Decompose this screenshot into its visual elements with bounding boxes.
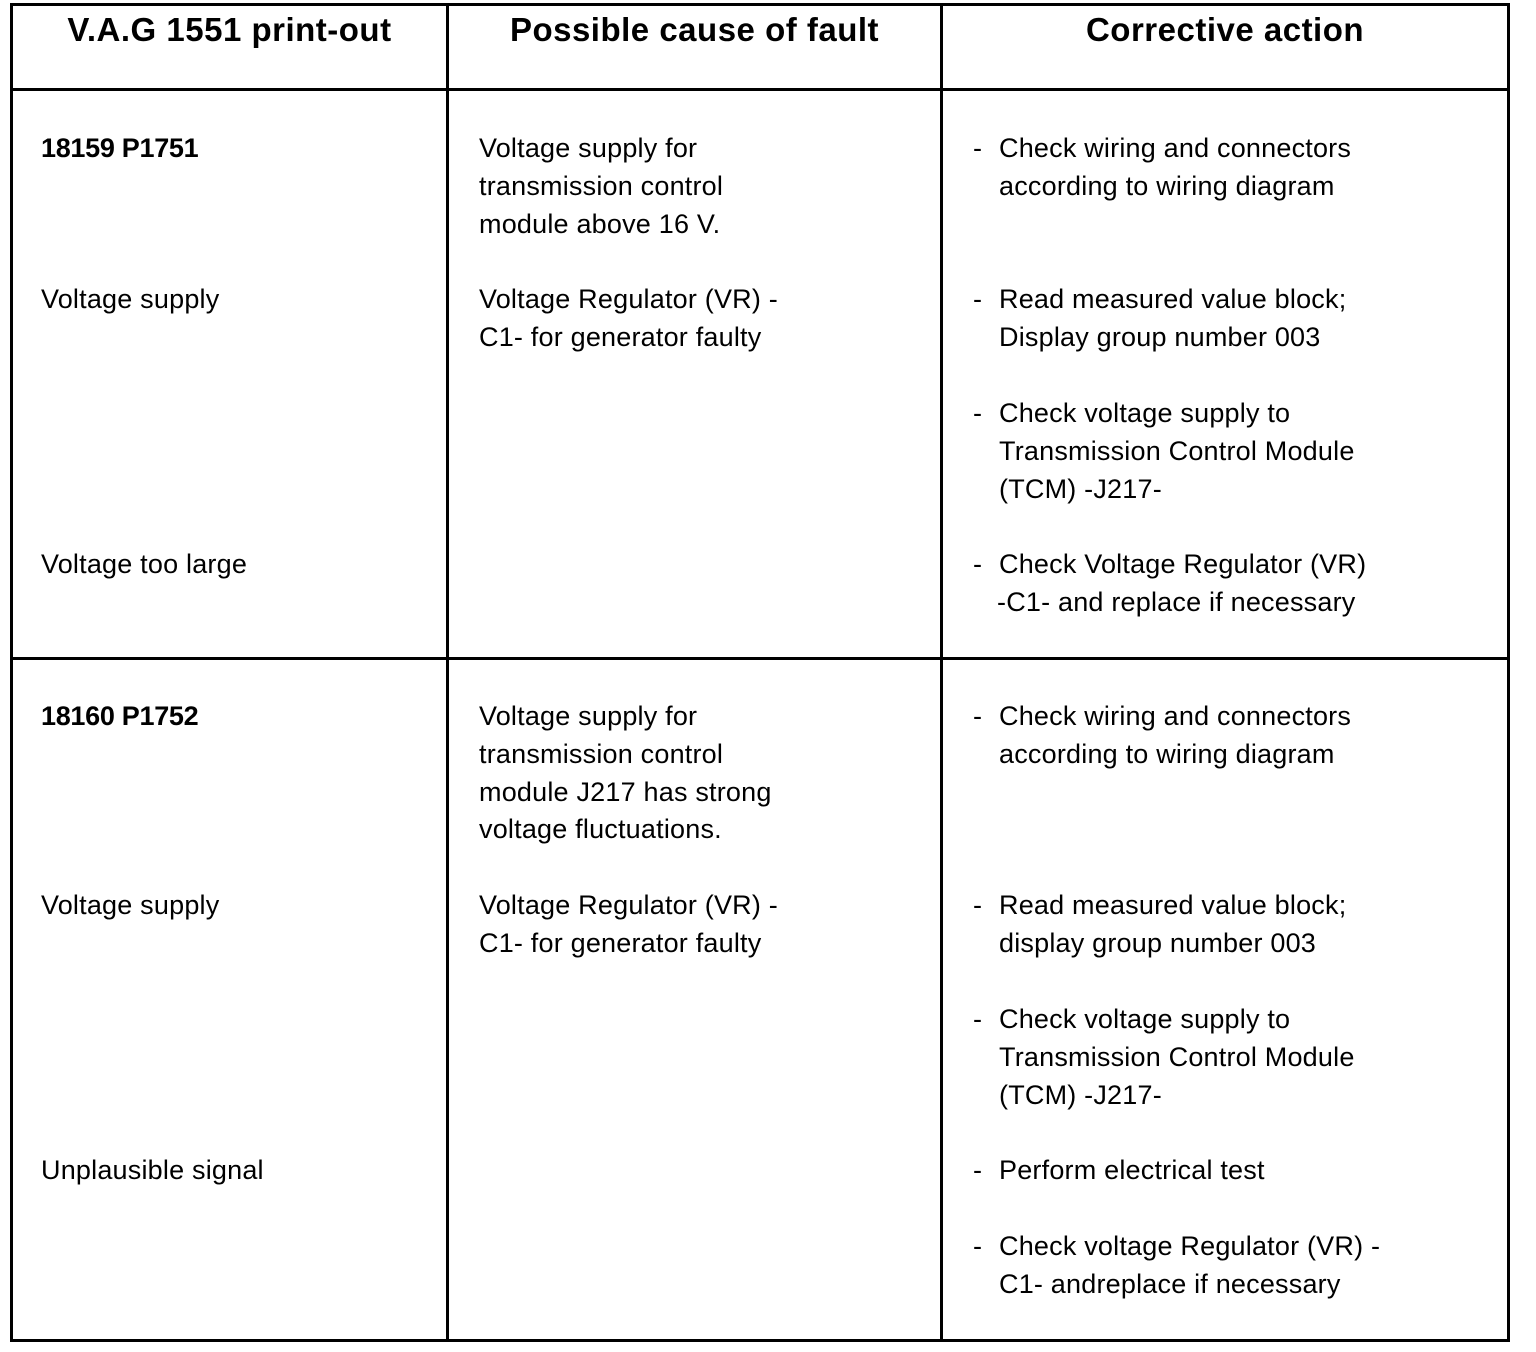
action-text: display group number 003: [999, 928, 1317, 958]
cause-text: Voltage Regulator (VR) -: [479, 890, 778, 920]
bullet-dash: -: [973, 701, 982, 731]
action-text: Check wiring and connectors: [999, 701, 1352, 731]
cause-text: Voltage Regulator (VR) -: [479, 284, 778, 314]
header-divider: [10, 88, 1510, 91]
column-divider-1: [446, 3, 449, 1342]
cause-text: transmission control: [479, 739, 724, 769]
column-divider-2: [940, 3, 943, 1342]
border-top: [10, 3, 1510, 6]
bullet-dash: -: [973, 284, 982, 314]
fault-label: Voltage supply: [41, 890, 220, 920]
action-text: according to wiring diagram: [999, 171, 1335, 201]
fault-code: 18159 P1751: [41, 133, 199, 163]
action-text: Transmission Control Module: [999, 1042, 1355, 1072]
action-text: Perform electrical test: [999, 1155, 1265, 1185]
header-action: Corrective action: [1085, 11, 1365, 48]
fault-label: Voltage supply: [41, 284, 220, 314]
fault-code: 18160 P1752: [41, 701, 199, 731]
action-text: Check voltage Regulator (VR) -: [999, 1231, 1381, 1261]
bullet-dash: -: [973, 890, 982, 920]
cause-text: Voltage supply for: [479, 701, 698, 731]
cause-text: transmission control: [479, 171, 724, 201]
bullet-dash: -: [973, 398, 982, 428]
bullet-dash: -: [973, 1155, 982, 1185]
action-text: Check wiring and connectors: [999, 133, 1352, 163]
border-right: [1507, 3, 1510, 1342]
action-text: (TCM) -J217-: [999, 1080, 1162, 1110]
cause-text: C1- for generator faulty: [479, 928, 762, 958]
cause-text: C1- for generator faulty: [479, 322, 762, 352]
border-left: [10, 3, 13, 1342]
action-text: according to wiring diagram: [999, 739, 1335, 769]
action-text: Check Voltage Regulator (VR): [999, 549, 1367, 579]
border-bottom: [10, 1339, 1510, 1342]
bullet-dash: -: [973, 549, 982, 579]
bullet-dash: -: [973, 133, 982, 163]
fault-label: Voltage too large: [41, 549, 248, 579]
action-text: C1- andreplace if necessary: [999, 1269, 1341, 1299]
header-cause: Possible cause of fault: [509, 11, 880, 48]
action-text: (TCM) -J217-: [999, 474, 1162, 504]
cause-text: Voltage supply for: [479, 133, 698, 163]
fault-label: Unplausible signal: [41, 1155, 264, 1185]
action-text: Display group number 003: [999, 322, 1321, 352]
action-text: Check voltage supply to: [999, 398, 1291, 428]
action-text: Read measured value block;: [999, 284, 1347, 314]
cause-text: module J217 has strong: [479, 777, 772, 807]
action-text: Read measured value block;: [999, 890, 1347, 920]
header-printout: V.A.G 1551 print-out: [67, 11, 392, 48]
action-text: -C1- and replace if necessary: [997, 587, 1356, 617]
cause-text: voltage fluctuations.: [479, 814, 722, 844]
cause-text: module above 16 V.: [479, 209, 721, 239]
bullet-dash: -: [973, 1004, 982, 1034]
action-text: Check voltage supply to: [999, 1004, 1291, 1034]
action-text: Transmission Control Module: [999, 436, 1355, 466]
row-divider: [10, 657, 1510, 660]
bullet-dash: -: [973, 1231, 982, 1261]
